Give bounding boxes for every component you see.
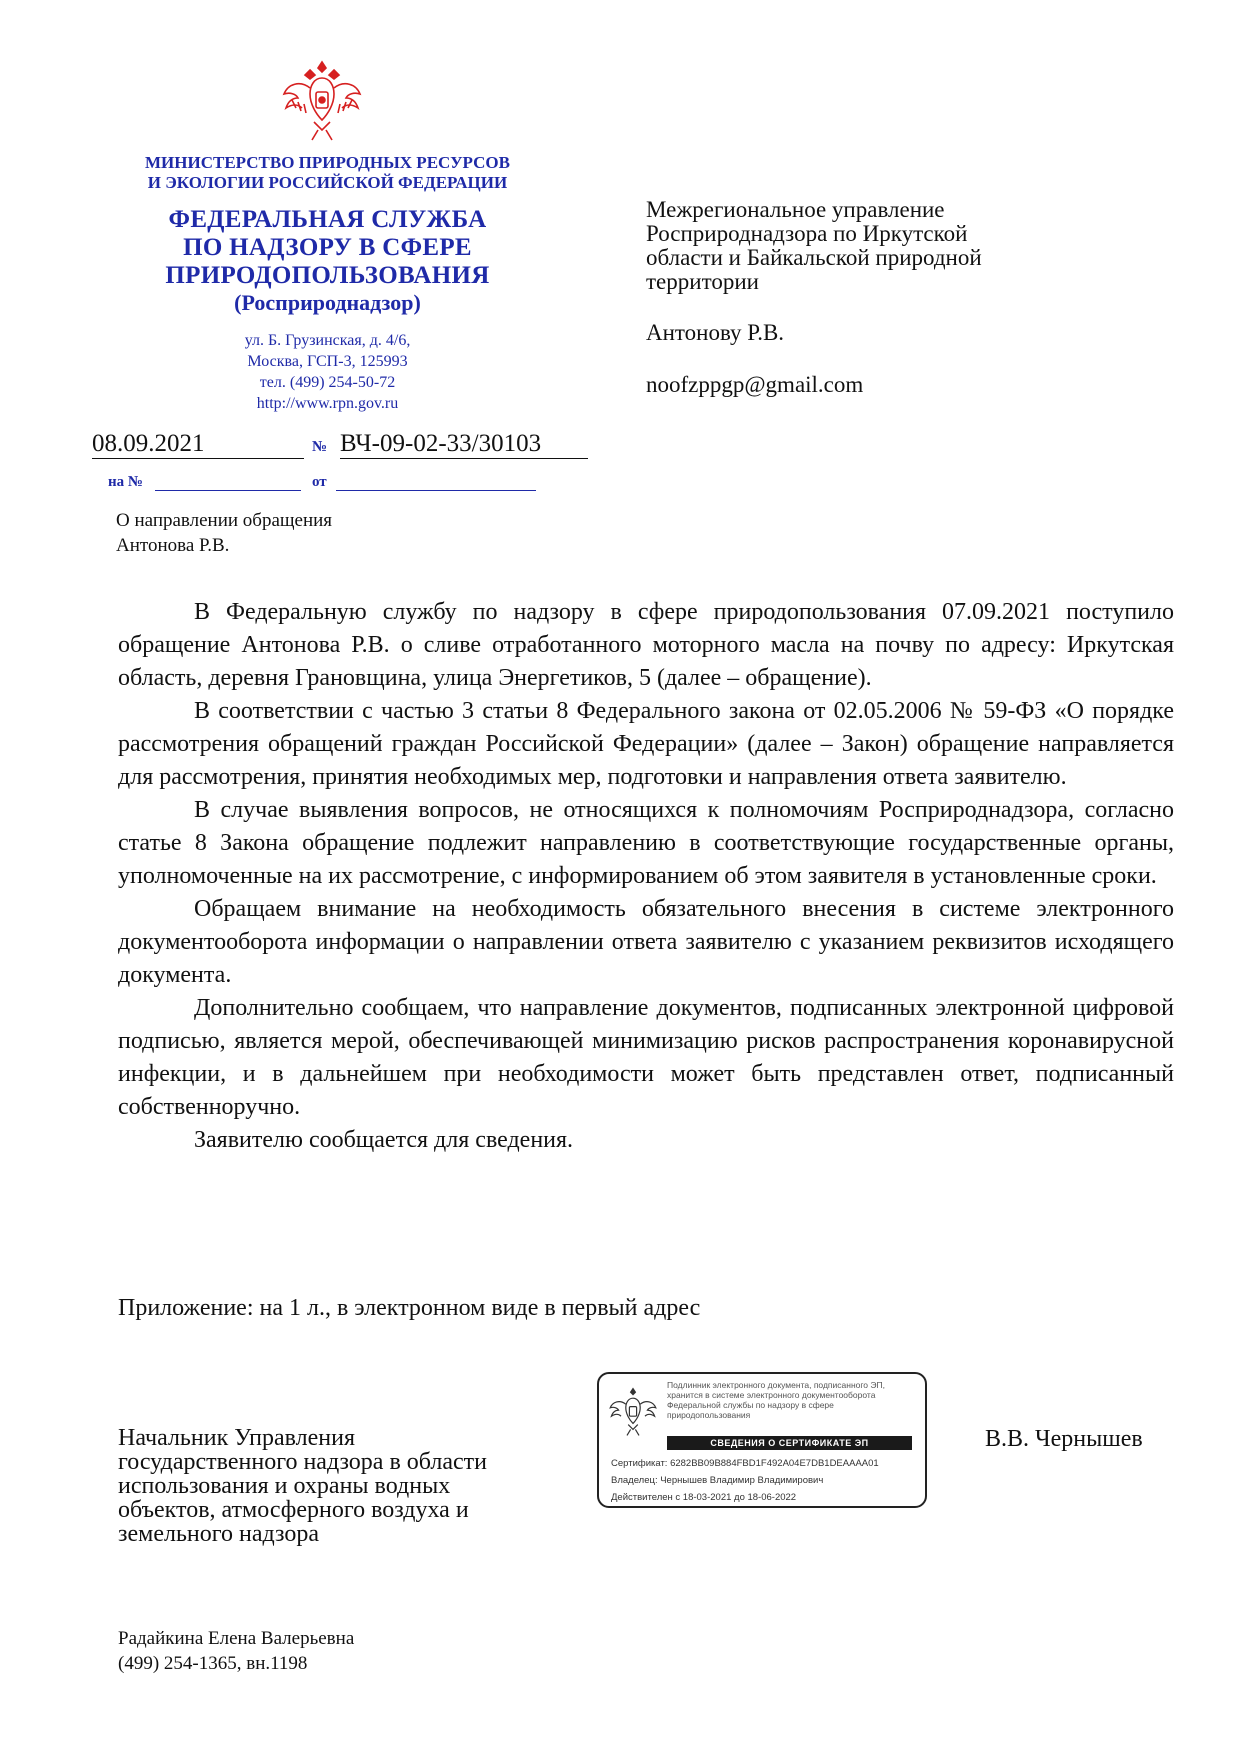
subject-line: О направлении обращения xyxy=(116,510,333,531)
address-website: http://www.rpn.gov.ru xyxy=(256,395,399,412)
ep-certificate-validity: Действителен с 18-03-2021 до 18-06-2022 xyxy=(611,1492,797,1503)
reference-number-blank xyxy=(155,490,301,491)
russian-coat-of-arms-icon xyxy=(609,1386,657,1438)
service-line: ПРИРОДОПОЛЬЗОВАНИЯ xyxy=(165,262,490,289)
reference-number-label: на № xyxy=(108,474,143,490)
ep-certificate-owner: Владелец: Чернышев Владимир Владимирович xyxy=(611,1475,824,1486)
address-line: ул. Б. Грузинская, д. 4/6, xyxy=(244,332,411,349)
body-paragraph: Заявителю сообщается для сведения. xyxy=(194,1127,574,1153)
ministry-line: И ЭКОЛОГИИ РОССИЙСКОЙ ФЕДЕРАЦИИ xyxy=(147,173,508,192)
outgoing-number-label: № xyxy=(312,439,328,455)
service-short-name: (Росприроднадзор) xyxy=(234,290,421,315)
service-line: ПО НАДЗОРУ В СФЕРЕ xyxy=(183,234,472,261)
executor-info xyxy=(118,1626,354,1676)
service-name xyxy=(100,206,555,290)
signer-position-line: земельного надзора xyxy=(118,1521,319,1547)
recipient-email: noofzppgp@gmail.com xyxy=(646,372,864,397)
recipient-org-line: Росприроднадзора по Иркутской xyxy=(646,221,968,246)
signer-name: В.В. Чернышев xyxy=(985,1426,1143,1452)
body-paragraph: В случае выявления вопросов, не относящихся к полномочиям Росприроднадзора, согласно статье 8 Закона обращение подлежит направлению в соответствующие государственные органы, уполномоченные на их рассмотрение, с информированием об этом заявителя в установленные сроки. xyxy=(118,797,1174,889)
recipient-org-line: области и Байкальской природной xyxy=(646,245,982,270)
body-paragraph: Дополнительно сообщаем, что направление документов, подписанных электронной цифровой подписью, является мерой, обеспечивающей минимизацию рисков распространения коронавирусной инфекции, и в дальнейшем при необходимости может быть представлен ответ, подписанный собственноручно. xyxy=(118,995,1174,1120)
outgoing-number: ВЧ-09-02-33/30103 xyxy=(340,430,588,459)
signer-position-line: объектов, атмосферного воздуха и xyxy=(118,1497,469,1523)
ministry-line: МИНИСТЕРСТВО ПРИРОДНЫХ РЕСУРСОВ xyxy=(144,153,510,172)
ep-certificate-header: СВЕДЕНИЯ О СЕРТИФИКАТЕ ЭП xyxy=(667,1436,912,1450)
recipient-org-line: Межрегиональное управление xyxy=(646,197,945,222)
ep-certificate-number: Сертификат: 6282BB09B884FBD1F492A04E7DB1DEAAAA01 xyxy=(611,1458,879,1469)
executor-phone: (499) 254-1365, вн.1198 xyxy=(118,1653,308,1674)
outgoing-date: 08.09.2021 xyxy=(92,430,304,459)
signer-position-line: государственного надзора в области xyxy=(118,1449,487,1475)
letter-subject xyxy=(116,508,332,558)
ministry-name xyxy=(100,153,555,193)
address-phone: тел. (499) 254-50-72 xyxy=(259,374,396,391)
letter-body xyxy=(118,596,1174,1157)
signer-position xyxy=(118,1426,588,1546)
russian-coat-of-arms-icon xyxy=(282,58,362,144)
service-line: ФЕДЕРАЛЬНАЯ СЛУЖБА xyxy=(168,206,487,233)
recipient-name: Антонову Р.В. xyxy=(646,320,785,345)
body-paragraph: Обращаем внимание на необходимость обязательного внесения в системе электронного документооборота информации о направлении ответа заявителю с указанием реквизитов исходящего документа. xyxy=(118,896,1174,988)
service-address xyxy=(100,330,555,414)
signer-position-line: Начальник Управления xyxy=(118,1425,355,1451)
address-line: Москва, ГСП-3, 125993 xyxy=(247,353,408,370)
subject-line: Антонова Р.В. xyxy=(116,535,230,556)
body-paragraph: В Федеральную службу по надзору в сфере природопользования 07.09.2021 поступило обращение Антонова Р.В. о сливе отработанного моторного масла на почву по адресу: Иркутская область, деревня Грановщина, улица Энергетиков, 5 (далее – обращение). xyxy=(118,599,1174,691)
executor-name: Радайкина Елена Валерьевна xyxy=(118,1628,355,1649)
electronic-signature-stamp xyxy=(597,1372,927,1508)
ep-notice-text: Подлинник электронного документа, подписанного ЭП, хранится в системе электронного документооборота Федеральной службы по надзору в сфере природопользования xyxy=(667,1380,885,1420)
recipient-organization xyxy=(646,198,1116,294)
signer-position-line: использования и охраны водных xyxy=(118,1473,451,1499)
body-paragraph: В соответствии с частью 3 статьи 8 Федерального закона от 02.05.2006 № 59-ФЗ «О порядке рассмотрения обращений граждан Российской Федерации» (далее – Закон) обращение направляется для рассмотрения, принятия необходимых мер, подготовки и направления ответа заявителю. xyxy=(118,698,1174,790)
reference-date-label: от xyxy=(312,474,327,490)
reference-date-blank xyxy=(336,490,536,491)
recipient-org-line: территории xyxy=(646,269,759,294)
attachment-note: Приложение: на 1 л., в электронном виде в первый адрес xyxy=(118,1295,701,1321)
